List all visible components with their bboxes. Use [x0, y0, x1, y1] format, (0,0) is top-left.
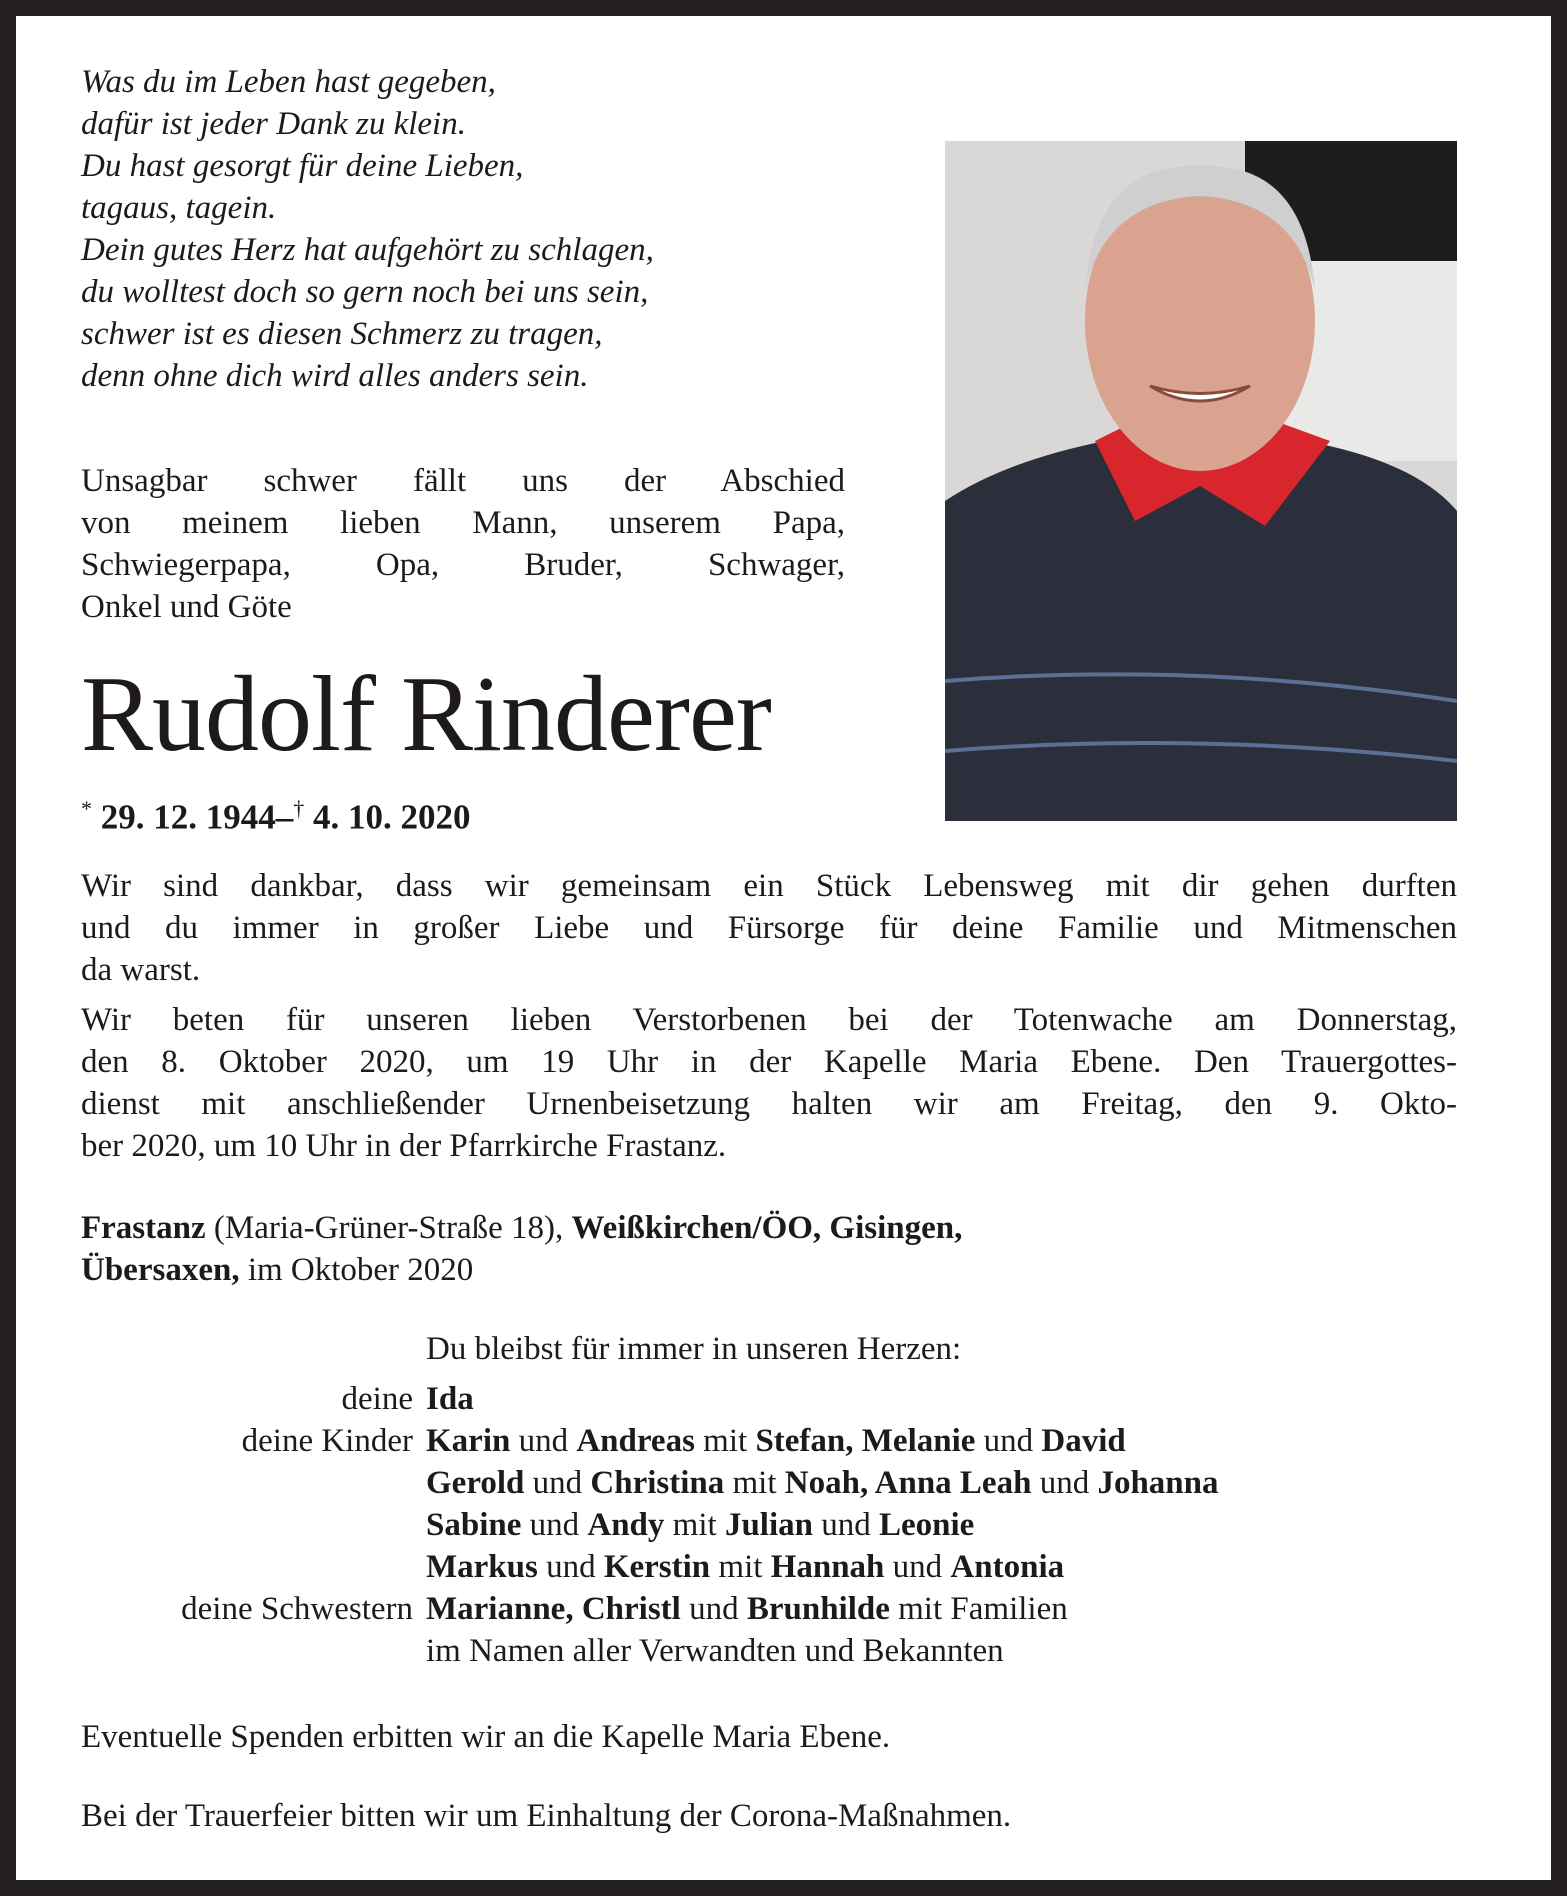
- relation-label: [81, 1630, 426, 1672]
- connector-text: mit: [664, 1507, 725, 1543]
- poem-line: Dein gutes Herz hat aufgehört zu schlagen,: [81, 232, 654, 268]
- poem: [81, 61, 654, 397]
- relation-label: [81, 1462, 426, 1504]
- family-member-name: Antonia: [950, 1549, 1065, 1585]
- intro-line: von meinem lieben Mann, unserem Papa,: [81, 505, 845, 541]
- poem-line: Du hast gesorgt für deine Lieben,: [81, 148, 524, 184]
- relation-label: [81, 1546, 426, 1588]
- poem-line: Was du im Leben hast gegeben,: [81, 64, 496, 100]
- para1-line: und du immer in großer Liebe und Fürsorge für deine Familie und Mitmenschen: [81, 910, 1457, 946]
- connector-text: und: [975, 1423, 1042, 1459]
- family-member-name: Christina: [590, 1465, 725, 1501]
- family-member-name: Markus: [426, 1549, 538, 1585]
- family-member-name: Gerold: [426, 1465, 525, 1501]
- connector-text: und: [884, 1549, 951, 1585]
- family-names: [426, 1378, 474, 1420]
- family-names: [426, 1630, 1004, 1672]
- connector-text: mit Familien: [889, 1591, 1068, 1627]
- poem-line: dafür ist jeder Dank zu klein.: [81, 106, 466, 142]
- family-member-name: David: [1041, 1423, 1126, 1459]
- family-member-name: Ida: [426, 1381, 474, 1417]
- intro-line: Schwiegerpapa, Opa, Bruder, Schwager,: [81, 547, 845, 583]
- family-row: [81, 1588, 1219, 1630]
- family-row: [81, 1462, 1219, 1504]
- connector-text: mit: [694, 1423, 756, 1459]
- family-member-name: Stefan, Melanie: [755, 1423, 976, 1459]
- family-member-name: Noah, Anna Leah: [784, 1465, 1032, 1501]
- family-names: [426, 1504, 974, 1546]
- relation-label: deine Kinder: [241, 1423, 413, 1459]
- relation-label: [81, 1504, 426, 1546]
- family-member-name: Hannah: [770, 1549, 885, 1585]
- family-names: [426, 1420, 1126, 1462]
- poem-line: denn ohne dich wird alles anders sein.: [81, 358, 589, 394]
- family-row: [81, 1504, 1219, 1546]
- family-member-name: Kerstin: [603, 1549, 711, 1585]
- poem-line: schwer ist es diesen Schmerz zu tragen,: [81, 316, 603, 352]
- relation-label: deine Schwestern: [181, 1591, 413, 1627]
- connector-text: und: [510, 1423, 577, 1459]
- para1-line: da warst.: [81, 952, 201, 988]
- portrait-photo: [945, 141, 1457, 821]
- family-row: [81, 1420, 1219, 1462]
- poem-line: du wolltest doch so gern noch bei uns sein,: [81, 274, 649, 310]
- connector-text: und: [680, 1591, 747, 1627]
- para2-line: ber 2020, um 10 Uhr in der Pfarrkirche Frastanz.: [81, 1128, 727, 1164]
- family-member-name: Sabine: [426, 1507, 522, 1543]
- life-dates: * 29. 12. 1944–† 4. 10. 2020: [81, 796, 471, 837]
- family-member-name: Marianne, Christl: [426, 1591, 681, 1627]
- connector-text: mit: [724, 1465, 785, 1501]
- poem-line: tagaus, tagein.: [81, 190, 277, 226]
- gratitude-paragraph: [81, 865, 1457, 991]
- heart-line: Du bleibst für immer in unseren Herzen:: [426, 1331, 962, 1367]
- connector-text: im Namen aller Verwandten und Bekannten: [426, 1633, 1004, 1669]
- funeral-info-paragraph: [81, 999, 1457, 1167]
- intro-text: [81, 460, 845, 628]
- family-member-name: Brunhilde: [746, 1591, 890, 1627]
- connector-text: und: [537, 1549, 604, 1585]
- intro-line: Unsagbar schwer fällt uns der Abschied: [81, 463, 845, 499]
- para2-line: Wir beten für unseren lieben Verstorbenen bei der Totenwache am Donnerstag,: [81, 1002, 1457, 1038]
- family-names: [426, 1546, 1064, 1588]
- para2-line: dienst mit anschließender Urnenbeisetzung halten wir am Freitag, den 9. Okto-: [81, 1086, 1457, 1122]
- connector-text: und: [524, 1465, 591, 1501]
- connector-text: und: [812, 1507, 879, 1543]
- relation-label: deine: [341, 1381, 413, 1417]
- deceased-name: Rudolf Rinderer: [81, 655, 771, 774]
- family-member-name: Andreas: [576, 1423, 695, 1459]
- family-row: [81, 1546, 1219, 1588]
- family-list: [81, 1378, 1219, 1672]
- corona-note: Bei der Trauerfeier bitten wir um Einhaltung der Corona-Maßnahmen.: [81, 1798, 1012, 1834]
- connector-text: und: [521, 1507, 588, 1543]
- donation-note: Eventuelle Spenden erbitten wir an die Kapelle Maria Ebene.: [81, 1719, 891, 1755]
- family-member-name: Leonie: [878, 1507, 975, 1543]
- connector-text: und: [1031, 1465, 1098, 1501]
- family-names: [426, 1462, 1219, 1504]
- family-member-name: Karin: [426, 1423, 511, 1459]
- para1-line: Wir sind dankbar, dass wir gemeinsam ein Stück Lebensweg mit dir gehen durften: [81, 868, 1457, 904]
- intro-line: Onkel und Göte: [81, 589, 292, 625]
- family-row: [81, 1378, 1219, 1420]
- connector-text: mit: [710, 1549, 771, 1585]
- family-names: [426, 1588, 1068, 1630]
- family-member-name: Johanna: [1097, 1465, 1219, 1501]
- places-line: Frastanz (Maria-Grüner-Straße 18), Weißkirchen/ÖO, Gisingen, Übersaxen, im Oktober 2020: [81, 1210, 963, 1288]
- family-member-name: Andy: [587, 1507, 665, 1543]
- para2-line: den 8. Oktober 2020, um 19 Uhr in der Kapelle Maria Ebene. Den Trauergottes-: [81, 1044, 1457, 1080]
- family-member-name: Julian: [724, 1507, 813, 1543]
- family-row: [81, 1630, 1219, 1672]
